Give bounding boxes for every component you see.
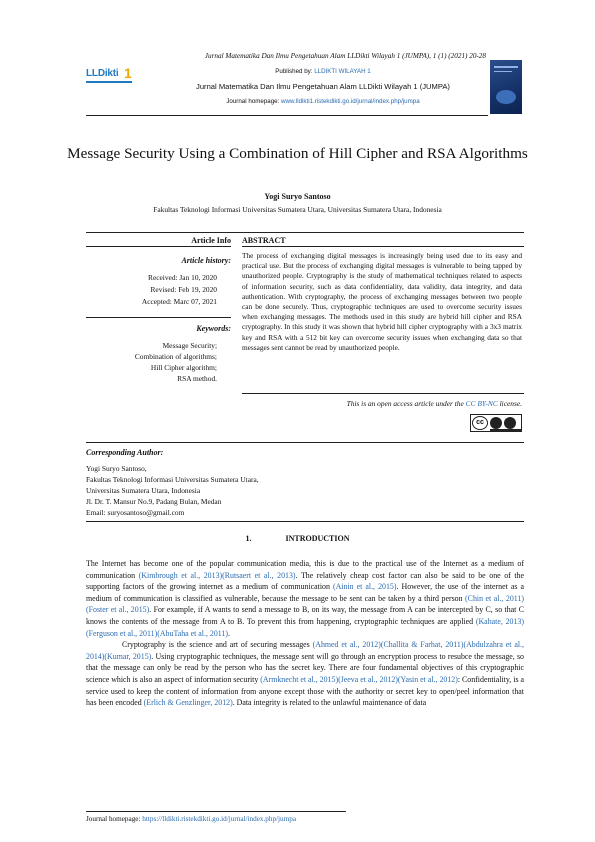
accepted-date: Accepted: Marc 07, 2021 — [141, 297, 217, 306]
lldikti-logo — [86, 66, 134, 84]
body-text-run: The Internet has become one of the popular communication media, this is due to the practical use of the Internet as a medium of communication — [86, 559, 524, 580]
keyword-item: Hill Cipher algorithm; — [150, 363, 217, 372]
footer-rule — [86, 811, 346, 812]
publisher-link[interactable]: LLDIKTI WILAYAH 1 — [314, 68, 371, 75]
logo-underline — [86, 81, 132, 83]
cc-by-nc-badge-icon[interactable] — [470, 414, 522, 432]
article-affiliation: Fakultas Teknologi Informasi Universitas Sumatera Utara, Universitas Sumatera Utara, Indonesia — [153, 205, 442, 214]
citation-link[interactable]: (Chin et al., 2011) — [465, 593, 524, 603]
keyword-item: Message Security; — [162, 341, 217, 350]
revised-date: Revised: Feb 19, 2020 — [150, 285, 217, 294]
license-suffix: license. — [499, 399, 522, 408]
history-bottom-rule — [86, 317, 231, 318]
corresponding-line: Universitas Sumatera Utara, Indonesia — [86, 486, 201, 495]
by-icon — [490, 417, 502, 429]
body-text-run: . — [228, 628, 231, 638]
license-link[interactable]: CC BY-NC — [465, 399, 498, 408]
citation-link[interactable]: (Armknecht et al., 2015) — [260, 674, 339, 684]
body-text-run: . The relatively cheap cost factor can also be said to be one of the supporting factors of the growing internet as a medium of communication — [86, 570, 524, 592]
journal-header — [86, 62, 488, 116]
cc-icon: cc — [472, 416, 488, 430]
corresponding-bottom-rule — [86, 521, 524, 522]
keywords-heading: Keywords: — [196, 324, 231, 333]
corresponding-line: Yogi Suryo Santoso, — [86, 464, 147, 473]
journal-cover-image — [490, 60, 522, 114]
abstract-text: The process of exchanging digital messages is increasingly being used due to its easy and practical use. But the process of exchanging digital messages is vulnerable to being tapped by unauthorized people. Cryptography is the study of mathematical techniques related to aspects of information security, such as data confidentiality, data validity, data integrity, and data authentication. With cryptography, the process of exchanging messages between two people can be done securely. Thus, cryptographic techniques are used to overcome security issues when exchanging messages. The methods used in this study are hybrid hill cipher and RSA cryptography. In this study it was shown that hybrid hill cipher cryptography with a 3x3 matrix key and RSA with a 512 bit key can overcome security issues when exchanging data so that messages sent cannot be read by unauthorized people. — [242, 251, 522, 352]
body-text-run: Cryptography is the science and art of securing messages — [122, 640, 313, 650]
section-heading-introduction — [0, 534, 595, 543]
journal-citation: Jurnal Matematika Dan Ilmu Pengetahuan Alam LLDikti Wilayah 1 (JUMPA), 1 (1) (2021) 20-28 — [204, 52, 486, 60]
article-author: Yogi Suryo Santoso — [264, 192, 331, 201]
license-statement — [242, 399, 522, 408]
journal-homepage — [138, 98, 508, 105]
nc-icon — [504, 417, 516, 429]
article-title: Message Security Using a Combination of Hill Cipher and RSA Algorithms — [67, 145, 528, 162]
keyword-item: RSA method. — [177, 374, 217, 383]
footer-homepage-label: Journal homepage: — [86, 815, 141, 823]
body-text-run: . Data integrity is related to the unlawful maintenance of data — [232, 698, 427, 708]
homepage-link[interactable]: www.lldikti1.ristekdikti.go.id/jurnal/index.php/jumpa — [281, 98, 420, 105]
citation-link[interactable]: (AbuTaha et al., 2011) — [157, 628, 229, 638]
body-text-run: : Confidentiality, is a service used to keep the content of information from anyone except those with the authority or secret key to open/peel information that has been encoded — [86, 674, 524, 708]
body-text-run: . However, the use of the internet as a medium of communication is classified as vulnerable, because the message to be sent can be taken by a third person — [86, 582, 524, 603]
citation-link[interactable]: (Erlich & Genzlinger, 2012) — [143, 698, 233, 708]
corresponding-top-rule — [86, 442, 524, 443]
page-footer — [86, 815, 296, 823]
received-date: Received: Jan 10, 2020 — [148, 273, 217, 282]
abstract-bottom-rule — [242, 393, 524, 394]
body-text-run: . Using cryptographic techniques, the message sent will go through an encryption process to resubce the message, so that the message can only be read by the person who has the secret key. There are four fundamental objectives of this cryptographic science which is also an aspect of information security — [86, 651, 525, 684]
logo-text: LLDikti — [86, 68, 119, 79]
citation-link[interactable]: (Challita & Farhat, 2011) — [380, 640, 464, 650]
logo-number: 1 — [124, 65, 132, 81]
corresponding-author-heading: Corresponding Author: — [86, 448, 164, 457]
footer-homepage-link[interactable]: https://lldikti.ristekdikti.go.id/jurnal/index.php/jumpa — [142, 815, 297, 823]
section-title: INTRODUCTION — [285, 534, 350, 543]
license-prefix: This is an open access article under the — [346, 399, 464, 408]
corresponding-line: Jl. Dr. T. Mansur No.9, Padang Bulan, Medan — [86, 497, 222, 506]
body-text-run: . For example, if A wants to send a message to B, on its way, the message from A can be intercepted by C, so that C knows the contents of the message from A to B. To prevent this from happening, cryptographic techniques are applied — [86, 605, 524, 626]
citation-link[interactable]: (Jeeva et al., 2012) — [338, 674, 398, 684]
corresponding-line: Fakultas Teknologi Informasi Universitas Sumatera Utara, — [86, 475, 259, 484]
abstract-heading: ABSTRACT — [242, 236, 286, 245]
published-by-label: Published by: — [275, 68, 313, 75]
article-info-heading: Article Info — [191, 236, 231, 245]
citation-link[interactable]: (Kumar, 2015) — [104, 651, 152, 661]
section-number: 1. — [245, 534, 252, 543]
introduction-body — [86, 558, 524, 709]
citation-link[interactable]: (Kahate, 2013) — [475, 616, 525, 626]
published-by — [138, 68, 508, 75]
citation-link[interactable]: (Ferguson et al., 2011) — [86, 628, 158, 638]
abstract-heading-rule — [242, 246, 524, 247]
info-top-rule — [86, 232, 524, 233]
citation-link[interactable]: (Foster et al., 2015) — [86, 605, 150, 615]
citation-link[interactable]: (Rutsaert et al., 2013) — [222, 570, 296, 580]
citation-link[interactable]: (Abdulzahra et al., 2014) — [86, 640, 524, 661]
info-heading-rule — [86, 246, 231, 247]
keyword-item: Combination of algorithms; — [134, 352, 217, 361]
homepage-label: Journal homepage: — [226, 98, 280, 105]
intro-paragraph-2 — [86, 639, 524, 709]
citation-link[interactable]: (Kimbrough et al., 2013) — [138, 570, 223, 580]
citation-link[interactable]: (Ainin et al., 2015) — [332, 582, 397, 592]
intro-paragraph-1 — [86, 558, 524, 639]
citation-link[interactable]: (Ahmed et al., 2012) — [312, 640, 381, 650]
citation-link[interactable]: (Yasin et al., 2012) — [397, 674, 458, 684]
journal-name: Jurnal Matematika Dan Ilmu Pengetahuan Alam LLDikti Wilayah 1 (JUMPA) — [196, 82, 450, 91]
article-history-heading: Article history: — [181, 256, 231, 265]
corresponding-email: Email: suryosantoso@gmail.com — [86, 508, 185, 517]
